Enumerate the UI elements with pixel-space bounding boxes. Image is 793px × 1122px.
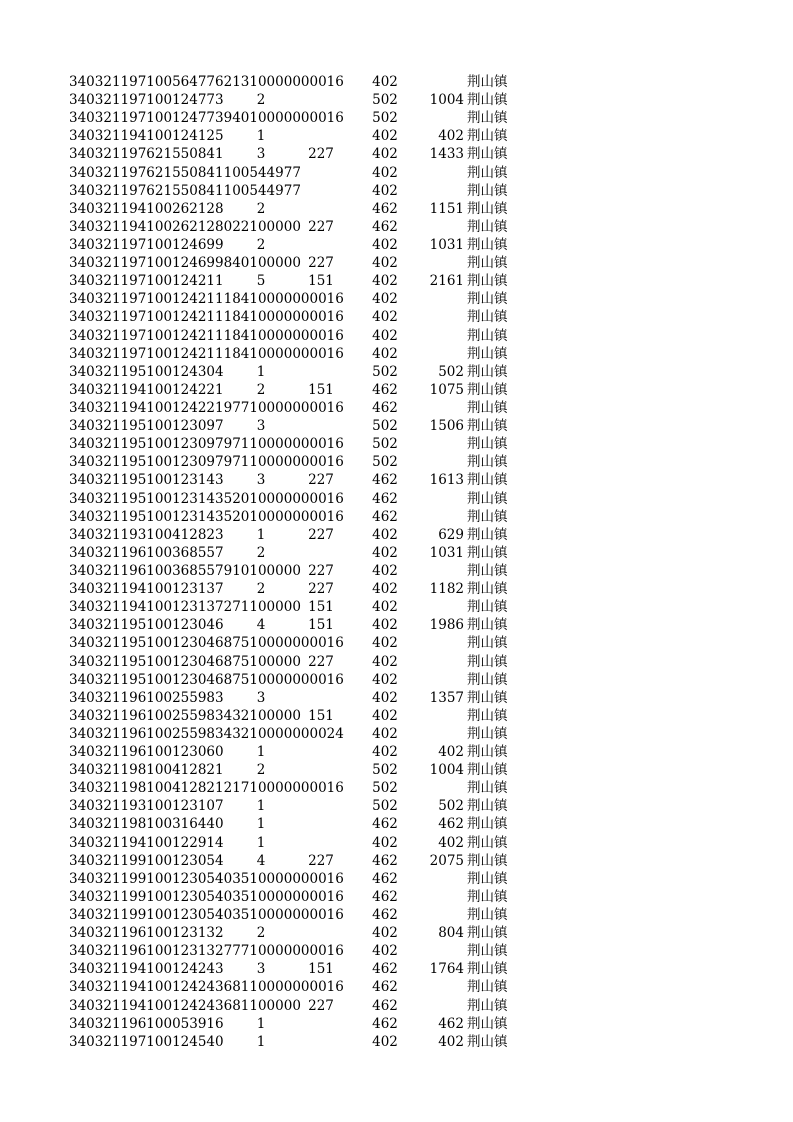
value-cell: 502	[372, 418, 398, 435]
town-cell: 荆山镇	[467, 128, 508, 145]
table-row	[0, 852, 793, 870]
value-cell: 402	[372, 1033, 398, 1050]
amount-cell: 1031	[429, 236, 464, 253]
record-id-cell: 340321193100123107	[69, 798, 224, 815]
value-cell: 402	[372, 834, 398, 851]
record-id-cell: 34032119910012305403510000000016	[69, 870, 344, 887]
town-cell: 荆山镇	[467, 291, 508, 308]
value-cell: 402	[372, 544, 398, 561]
table-row	[0, 942, 793, 960]
table-row	[0, 870, 793, 888]
record-id-cell: 340321197621550841100544977	[69, 164, 301, 181]
amount-cell: 1182	[429, 581, 464, 598]
town-cell: 荆山镇	[467, 979, 508, 996]
table-row	[0, 598, 793, 616]
record-id-cell: 340321193100412823	[69, 526, 224, 543]
town-cell: 荆山镇	[467, 834, 508, 851]
table-row	[0, 797, 793, 815]
table-row	[0, 725, 793, 743]
town-cell: 荆山镇	[467, 1015, 508, 1032]
table-row	[0, 435, 793, 453]
table-row	[0, 91, 793, 109]
table-row	[0, 743, 793, 761]
spreadsheet-table	[0, 73, 793, 1051]
value-cell: 462	[372, 490, 398, 507]
table-row	[0, 526, 793, 544]
table-row	[0, 888, 793, 906]
town-cell: 荆山镇	[467, 870, 508, 887]
record-id-cell: 340321194100262128	[69, 200, 224, 217]
town-cell: 荆山镇	[467, 943, 508, 960]
town-cell: 荆山镇	[467, 617, 508, 634]
value-cell: 462	[372, 852, 398, 869]
table-row	[0, 707, 793, 725]
record-id-cell: 340321199100123054	[69, 852, 224, 869]
value-cell: 502	[372, 363, 398, 380]
value-cell: 402	[372, 74, 398, 90]
record-id-cell: 34032119510012304687510000000016	[69, 635, 344, 652]
amount-cell: 1004	[429, 92, 464, 109]
table-row	[0, 308, 793, 326]
town-cell: 荆山镇	[467, 599, 508, 616]
town-cell: 荆山镇	[467, 852, 508, 869]
amount-cell: 1764	[429, 961, 464, 978]
value-cell: 402	[372, 617, 398, 634]
record-id-cell: 340321194100124243681100000	[69, 997, 301, 1014]
town-cell: 荆山镇	[467, 92, 508, 109]
amount-cell: 1031	[429, 544, 464, 561]
table-row	[0, 580, 793, 598]
town-cell: 荆山镇	[467, 744, 508, 761]
table-row	[0, 490, 793, 508]
amount-cell: 804	[438, 925, 464, 942]
record-id-cell: 34032119710012421118410000000016	[69, 327, 344, 344]
table-row	[0, 1033, 793, 1051]
record-id-cell: 340321198100412821	[69, 762, 224, 779]
record-id-cell: 340321194100124221	[69, 381, 224, 398]
record-id-cell: 340321196100053916	[69, 1015, 224, 1032]
code-cell: 151	[308, 273, 334, 290]
town-cell: 荆山镇	[467, 309, 508, 326]
value-cell: 402	[372, 255, 398, 272]
table-row	[0, 508, 793, 526]
record-id-cell: 34032119510012314352010000000016	[69, 508, 344, 525]
town-cell: 荆山镇	[467, 436, 508, 453]
amount-cell: 462	[438, 816, 464, 833]
value-cell: 462	[372, 961, 398, 978]
table-row	[0, 978, 793, 996]
town-cell: 荆山镇	[467, 182, 508, 199]
record-id-cell: 34032119910012305403510000000016	[69, 888, 344, 905]
code-cell: 151	[308, 961, 334, 978]
table-row	[0, 73, 793, 91]
table-row	[0, 145, 793, 163]
value-cell: 462	[372, 888, 398, 905]
code-cell: 227	[308, 472, 334, 489]
code-cell: 227	[308, 218, 334, 235]
value-cell: 402	[372, 146, 398, 163]
count-cell: 2	[256, 762, 266, 779]
record-id-cell: 34032119910012305403510000000016	[69, 907, 344, 924]
value-cell: 502	[372, 110, 398, 127]
amount-cell: 462	[438, 1015, 464, 1032]
town-cell: 荆山镇	[467, 399, 508, 416]
record-id-cell: 340321197621550841100544977	[69, 182, 301, 199]
table-row	[0, 417, 793, 435]
record-id-cell: 340321194100262128022100000	[69, 218, 301, 235]
town-cell: 荆山镇	[467, 327, 508, 344]
value-cell: 402	[372, 128, 398, 145]
value-cell: 402	[372, 562, 398, 579]
town-cell: 荆山镇	[467, 961, 508, 978]
town-cell: 荆山镇	[467, 907, 508, 924]
town-cell: 荆山镇	[467, 508, 508, 525]
table-row	[0, 399, 793, 417]
record-id-cell: 340321197621550841	[69, 146, 224, 163]
town-cell: 荆山镇	[467, 725, 508, 742]
code-cell: 227	[308, 653, 334, 670]
table-row	[0, 924, 793, 942]
town-cell: 荆山镇	[467, 345, 508, 362]
record-id-cell: 340321194100124125	[69, 128, 224, 145]
count-cell: 1	[256, 128, 266, 145]
table-row	[0, 327, 793, 345]
count-cell: 4	[256, 617, 266, 634]
value-cell: 402	[372, 164, 398, 181]
table-row	[0, 218, 793, 236]
town-cell: 荆山镇	[467, 255, 508, 272]
amount-cell: 2075	[429, 852, 464, 869]
record-id-cell: 340321197100124211	[69, 273, 224, 290]
record-id-cell: 34032119410012424368110000000016	[69, 979, 344, 996]
record-id-cell: 34032119710012421118410000000016	[69, 345, 344, 362]
town-cell: 荆山镇	[467, 526, 508, 543]
value-cell: 462	[372, 907, 398, 924]
town-cell: 荆山镇	[467, 236, 508, 253]
count-cell: 3	[256, 961, 266, 978]
count-cell: 1	[256, 834, 266, 851]
table-row	[0, 562, 793, 580]
record-id-cell: 34032119510012314352010000000016	[69, 490, 344, 507]
table-row	[0, 997, 793, 1015]
town-cell: 荆山镇	[467, 925, 508, 942]
value-cell: 502	[372, 780, 398, 797]
table-row	[0, 381, 793, 399]
record-id-cell: 34032119710056477621310000000016	[69, 74, 344, 90]
record-id-cell: 340321196100368557	[69, 544, 224, 561]
count-cell: 1	[256, 798, 266, 815]
town-cell: 荆山镇	[467, 454, 508, 471]
town-cell: 荆山镇	[467, 381, 508, 398]
town-cell: 荆山镇	[467, 544, 508, 561]
value-cell: 502	[372, 454, 398, 471]
amount-cell: 1004	[429, 762, 464, 779]
table-row	[0, 544, 793, 562]
count-cell: 1	[256, 1033, 266, 1050]
table-row	[0, 653, 793, 671]
count-cell: 1	[256, 363, 266, 380]
value-cell: 402	[372, 526, 398, 543]
value-cell: 402	[372, 635, 398, 652]
record-id-cell: 340321197100124540	[69, 1033, 224, 1050]
value-cell: 462	[372, 472, 398, 489]
count-cell: 1	[256, 816, 266, 833]
record-id-cell: 340321195100123046875100000	[69, 653, 301, 670]
count-cell: 1	[256, 526, 266, 543]
table-row	[0, 363, 793, 381]
table-row	[0, 671, 793, 689]
value-cell: 502	[372, 92, 398, 109]
table-row	[0, 236, 793, 254]
amount-cell: 1613	[429, 472, 464, 489]
count-cell: 2	[256, 200, 266, 217]
code-cell: 151	[308, 707, 334, 724]
record-id-cell: 34032119410012422197710000000016	[69, 399, 344, 416]
record-id-cell: 340321197100124699840100000	[69, 255, 301, 272]
table-row	[0, 272, 793, 290]
table-row	[0, 109, 793, 127]
value-cell: 502	[372, 436, 398, 453]
value-cell: 462	[372, 218, 398, 235]
code-cell: 227	[308, 146, 334, 163]
record-id-cell: 340321194100123137	[69, 581, 224, 598]
value-cell: 402	[372, 327, 398, 344]
record-id-cell: 340321196100255983	[69, 689, 224, 706]
value-cell: 402	[372, 182, 398, 199]
record-id-cell: 34032119510012304687510000000016	[69, 671, 344, 688]
town-cell: 荆山镇	[467, 218, 508, 235]
value-cell: 402	[372, 707, 398, 724]
value-cell: 402	[372, 689, 398, 706]
table-row	[0, 689, 793, 707]
amount-cell: 1986	[429, 617, 464, 634]
table-row	[0, 906, 793, 924]
table-row	[0, 182, 793, 200]
count-cell: 1	[256, 744, 266, 761]
record-id-cell: 340321197100124773	[69, 92, 224, 109]
value-cell: 402	[372, 671, 398, 688]
value-cell: 462	[372, 381, 398, 398]
town-cell: 荆山镇	[467, 74, 508, 90]
amount-cell: 2161	[429, 273, 464, 290]
value-cell: 402	[372, 236, 398, 253]
town-cell: 荆山镇	[467, 997, 508, 1014]
count-cell: 3	[256, 418, 266, 435]
town-cell: 荆山镇	[467, 581, 508, 598]
record-id-cell: 340321195100123046	[69, 617, 224, 634]
count-cell: 2	[256, 92, 266, 109]
count-cell: 2	[256, 925, 266, 942]
record-id-cell: 340321195100123097	[69, 418, 224, 435]
value-cell: 462	[372, 1015, 398, 1032]
code-cell: 227	[308, 852, 334, 869]
record-id-cell: 340321196100368557910100000	[69, 562, 301, 579]
count-cell: 2	[256, 236, 266, 253]
table-row	[0, 779, 793, 797]
count-cell: 2	[256, 581, 266, 598]
table-row	[0, 254, 793, 272]
count-cell: 4	[256, 852, 266, 869]
count-cell: 2	[256, 381, 266, 398]
count-cell: 3	[256, 472, 266, 489]
town-cell: 荆山镇	[467, 472, 508, 489]
count-cell: 2	[256, 544, 266, 561]
count-cell: 3	[256, 146, 266, 163]
code-cell: 227	[308, 526, 334, 543]
table-row	[0, 634, 793, 652]
town-cell: 荆山镇	[467, 689, 508, 706]
table-row	[0, 761, 793, 779]
record-id-cell: 340321196100123132	[69, 925, 224, 942]
record-id-cell: 340321198100316440	[69, 816, 224, 833]
town-cell: 荆山镇	[467, 490, 508, 507]
table-row	[0, 345, 793, 363]
value-cell: 462	[372, 399, 398, 416]
amount-cell: 629	[438, 526, 464, 543]
amount-cell: 402	[438, 1033, 464, 1050]
record-id-cell: 34032119810041282121710000000016	[69, 780, 344, 797]
count-cell: 3	[256, 689, 266, 706]
amount-cell: 1506	[429, 418, 464, 435]
town-cell: 荆山镇	[467, 671, 508, 688]
town-cell: 荆山镇	[467, 562, 508, 579]
town-cell: 荆山镇	[467, 110, 508, 127]
town-cell: 荆山镇	[467, 363, 508, 380]
town-cell: 荆山镇	[467, 780, 508, 797]
amount-cell: 1075	[429, 381, 464, 398]
table-row	[0, 960, 793, 978]
amount-cell: 1433	[429, 146, 464, 163]
record-id-cell: 34032119610025598343210000000024	[69, 725, 344, 742]
town-cell: 荆山镇	[467, 653, 508, 670]
value-cell: 462	[372, 997, 398, 1014]
record-id-cell: 340321197100124699	[69, 236, 224, 253]
value-cell: 402	[372, 744, 398, 761]
value-cell: 402	[372, 943, 398, 960]
record-id-cell: 34032119510012309797110000000016	[69, 454, 344, 471]
table-row	[0, 290, 793, 308]
amount-cell: 1357	[429, 689, 464, 706]
amount-cell: 502	[438, 363, 464, 380]
code-cell: 227	[308, 997, 334, 1014]
record-id-cell: 34032119510012309797110000000016	[69, 436, 344, 453]
amount-cell: 1151	[429, 200, 464, 217]
table-row	[0, 616, 793, 634]
record-id-cell: 34032119610012313277710000000016	[69, 943, 344, 960]
town-cell: 荆山镇	[467, 146, 508, 163]
code-cell: 227	[308, 581, 334, 598]
town-cell: 荆山镇	[467, 888, 508, 905]
value-cell: 402	[372, 309, 398, 326]
record-id-cell: 34032119710012477394010000000016	[69, 110, 344, 127]
value-cell: 462	[372, 200, 398, 217]
amount-cell: 402	[438, 834, 464, 851]
value-cell: 502	[372, 798, 398, 815]
value-cell: 502	[372, 762, 398, 779]
table-row	[0, 1015, 793, 1033]
town-cell: 荆山镇	[467, 164, 508, 181]
record-id-cell: 340321195100124304	[69, 363, 224, 380]
value-cell: 402	[372, 599, 398, 616]
value-cell: 402	[372, 925, 398, 942]
record-id-cell: 340321196100255983432100000	[69, 707, 301, 724]
code-cell: 151	[308, 381, 334, 398]
value-cell: 402	[372, 273, 398, 290]
amount-cell: 402	[438, 128, 464, 145]
amount-cell: 402	[438, 744, 464, 761]
record-id-cell: 340321195100123143	[69, 472, 224, 489]
table-row	[0, 164, 793, 182]
table-row	[0, 834, 793, 852]
table-row	[0, 453, 793, 471]
amount-cell: 502	[438, 798, 464, 815]
record-id-cell: 340321196100123060	[69, 744, 224, 761]
town-cell: 荆山镇	[467, 798, 508, 815]
code-cell: 151	[308, 599, 334, 616]
town-cell: 荆山镇	[467, 418, 508, 435]
value-cell: 402	[372, 581, 398, 598]
value-cell: 402	[372, 291, 398, 308]
record-id-cell: 340321194100122914	[69, 834, 224, 851]
table-row	[0, 127, 793, 145]
code-cell: 227	[308, 255, 334, 272]
record-id-cell: 340321194100123137271100000	[69, 599, 301, 616]
table-row	[0, 815, 793, 833]
code-cell: 151	[308, 617, 334, 634]
town-cell: 荆山镇	[467, 816, 508, 833]
record-id-cell: 340321194100124243	[69, 961, 224, 978]
record-id-cell: 34032119710012421118410000000016	[69, 291, 344, 308]
town-cell: 荆山镇	[467, 762, 508, 779]
town-cell: 荆山镇	[467, 635, 508, 652]
town-cell: 荆山镇	[467, 200, 508, 217]
value-cell: 402	[372, 653, 398, 670]
table-row	[0, 471, 793, 489]
value-cell: 402	[372, 725, 398, 742]
count-cell: 5	[256, 273, 266, 290]
value-cell: 462	[372, 816, 398, 833]
record-id-cell: 34032119710012421118410000000016	[69, 309, 344, 326]
town-cell: 荆山镇	[467, 707, 508, 724]
table-row	[0, 200, 793, 218]
value-cell: 402	[372, 345, 398, 362]
value-cell: 462	[372, 870, 398, 887]
value-cell: 462	[372, 979, 398, 996]
code-cell: 227	[308, 562, 334, 579]
count-cell: 1	[256, 1015, 266, 1032]
town-cell: 荆山镇	[467, 1033, 508, 1050]
town-cell: 荆山镇	[467, 273, 508, 290]
value-cell: 462	[372, 508, 398, 525]
